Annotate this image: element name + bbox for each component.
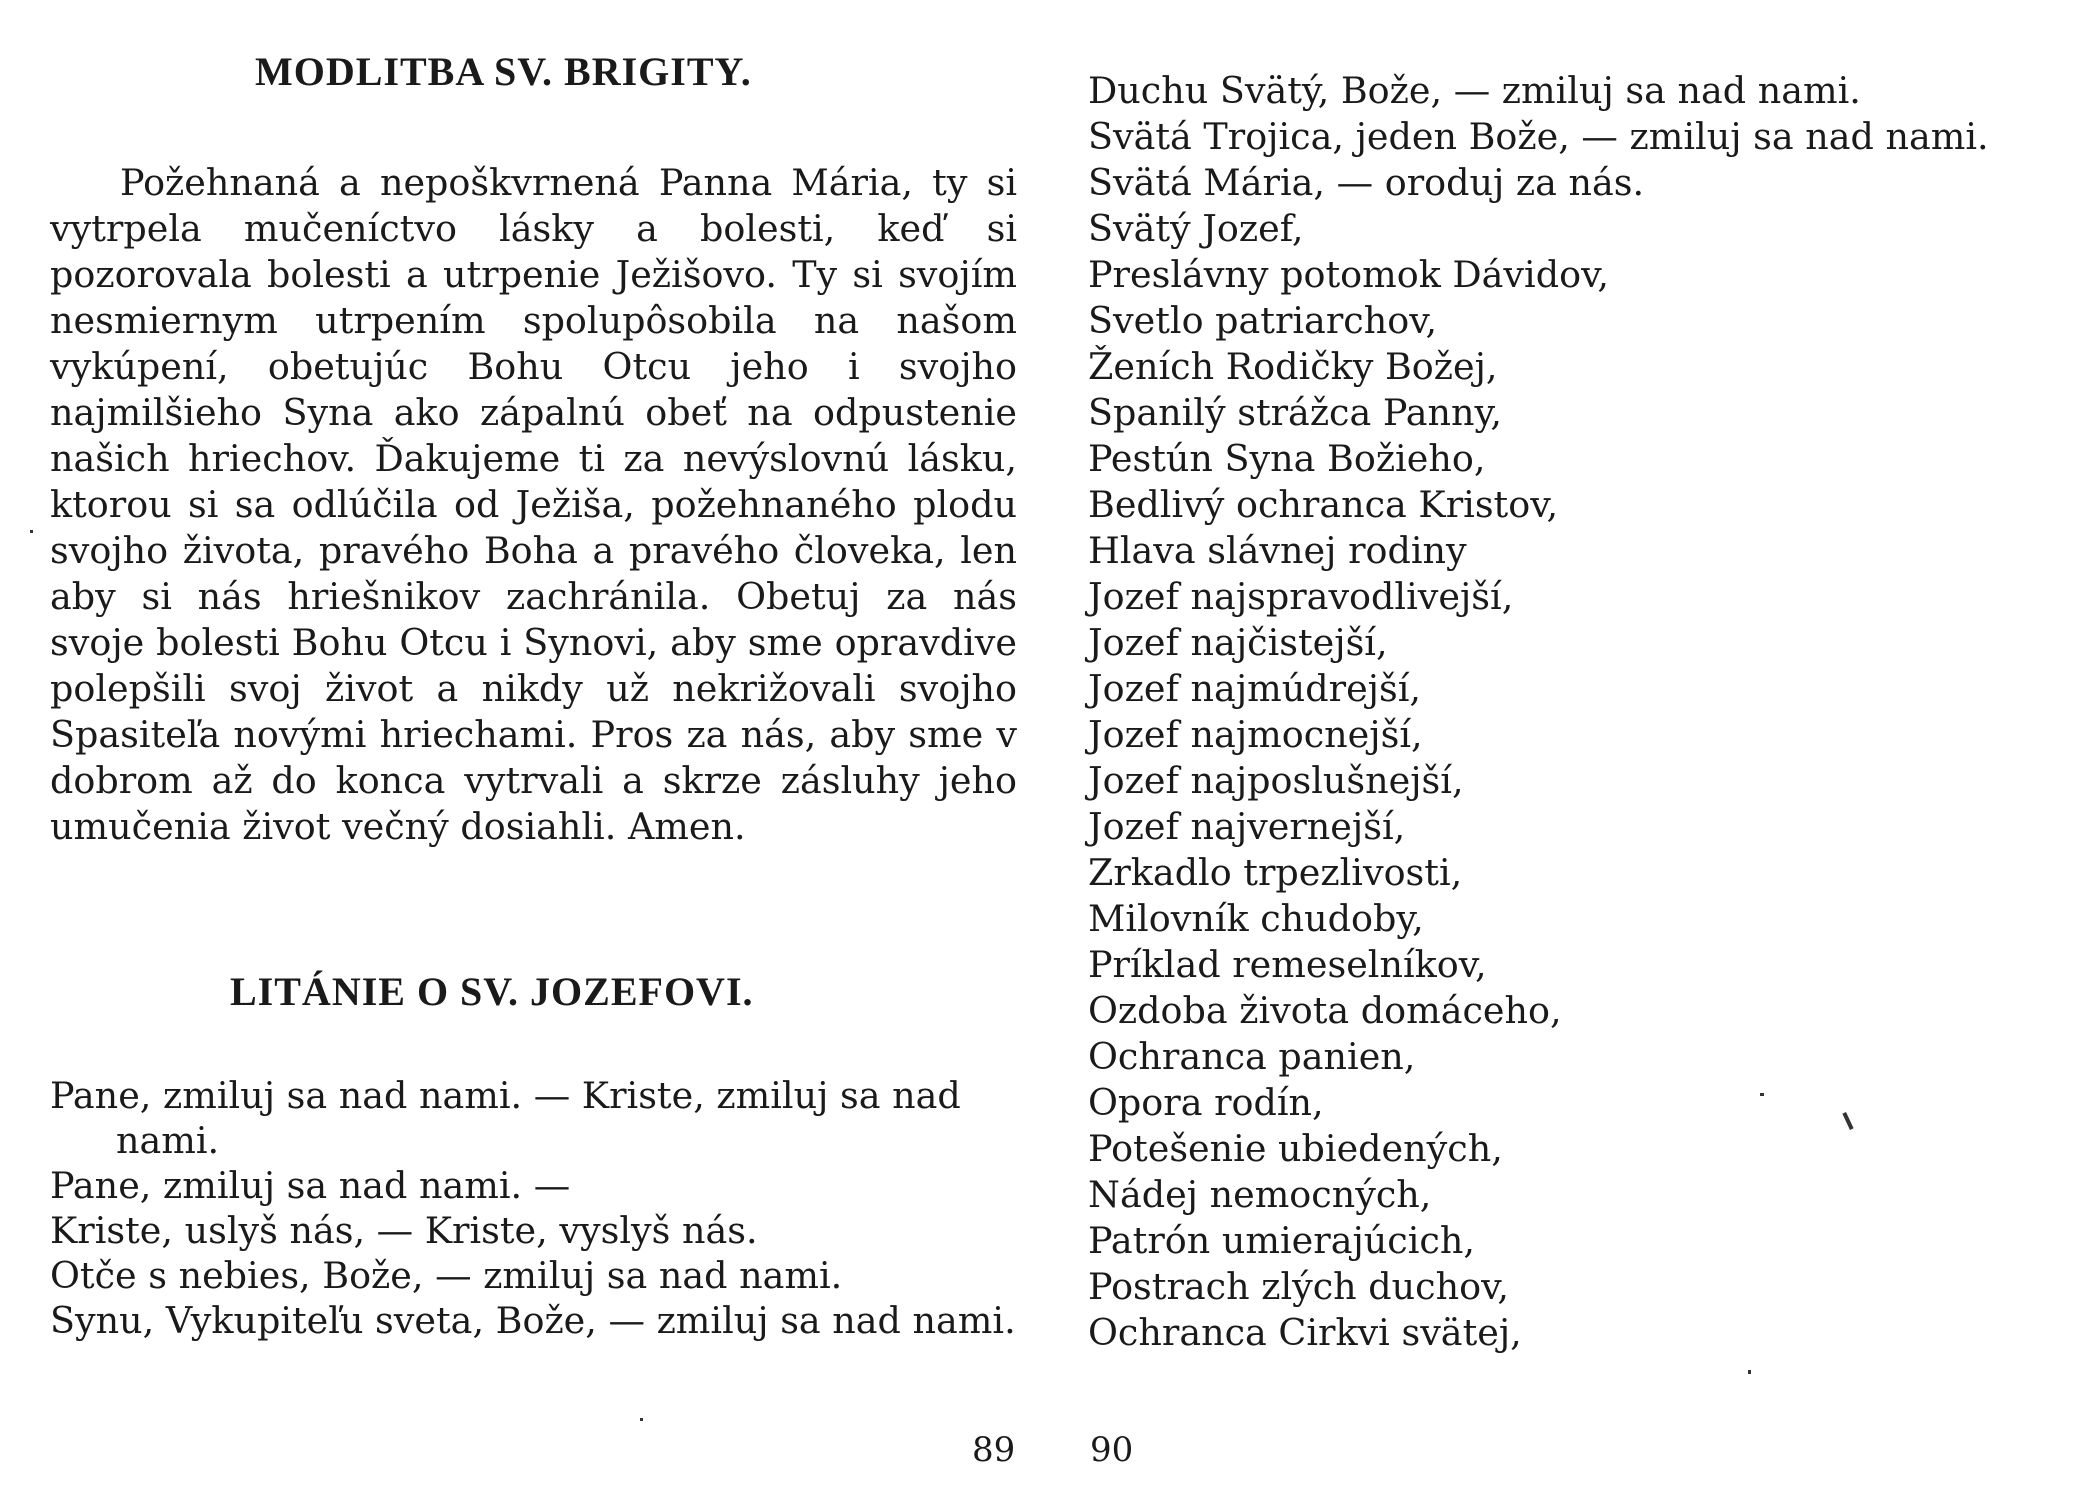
litany-entry: Preslávny potomok Dávidov, xyxy=(1088,253,1609,296)
scan-speck xyxy=(640,1418,643,1421)
litany-entry: Jozef najposlušnejší, xyxy=(1088,759,1464,802)
page-number: 90 xyxy=(1090,1430,1134,1470)
litany-entry: Kriste, uslyš nás, — Kriste, vyslyš nás. xyxy=(50,1209,758,1252)
litany-entry: Pane, zmiluj sa nad nami. — Kriste, zmiluj sa nad nami. xyxy=(50,1074,961,1162)
litany-entry: Jozef najmúdrejší, xyxy=(1088,667,1421,710)
litany-entry: Príklad remeselníkov, xyxy=(1088,943,1487,986)
litany-entry: Otče s nebies, Bože, — zmiluj sa nad nami. xyxy=(50,1254,843,1297)
litany-list-left xyxy=(50,1073,1017,1343)
litany-entry: Synu, Vykupiteľu sveta, Bože, — zmiluj sa nad nami. xyxy=(50,1299,1016,1342)
litany-entry: Duchu Svätý, Bože, — zmiluj sa nad nami. xyxy=(1088,69,1861,112)
scan-speck xyxy=(30,530,33,533)
litany-entry: Pane, zmiluj sa nad nami. — xyxy=(50,1164,571,1207)
litany-entry: Jozef najmocnejší, xyxy=(1088,713,1423,756)
litany-entry: Milovník chudoby, xyxy=(1088,897,1424,940)
litany-entry: Svetlo patriarchov, xyxy=(1088,299,1438,342)
litany-entry: Patrón umierajúcich, xyxy=(1088,1219,1475,1262)
litany-entry: Ženích Rodičky Božej, xyxy=(1088,345,1498,388)
litany-entry: Hlava slávnej rodiny xyxy=(1088,529,1467,572)
litany-entry: Spanilý strážca Panny, xyxy=(1088,391,1502,434)
litany-list-right xyxy=(1088,68,2078,1356)
litany-entry: Nádej nemocných, xyxy=(1088,1173,1432,1216)
litany-entry: Jozef najspravodlivejší, xyxy=(1088,575,1514,618)
litany-entry: Ozdoba života domáceho, xyxy=(1088,989,1562,1032)
litany-entry: Svätá Trojica, jeden Bože, — zmiluj sa nad nami. xyxy=(1088,115,1989,158)
scan-speck xyxy=(1760,1093,1764,1096)
litany-entry: Ochranca Cirkvi svätej, xyxy=(1088,1311,1522,1354)
litany-entry: Potešenie ubiedených, xyxy=(1088,1127,1503,1170)
prayer-text xyxy=(50,160,1017,850)
page-number: 89 xyxy=(972,1430,1016,1470)
litany-entry: Svätý Jozef, xyxy=(1088,207,1304,250)
litany-entry: Bedlivý ochranca Kristov, xyxy=(1088,483,1559,526)
litany-entry: Jozef najvernejší, xyxy=(1088,805,1406,848)
litany-heading: LITÁNIE O SV. JOZEFOVI. xyxy=(230,969,754,1014)
right-page xyxy=(1060,0,2084,1500)
litany-entry: Pestún Syna Božieho, xyxy=(1088,437,1486,480)
litany-entry: Ochranca panien, xyxy=(1088,1035,1416,1078)
prayer-heading: MODLITBA SV. BRIGITY. xyxy=(255,49,752,94)
litany-entry: Jozef najčistejší, xyxy=(1088,621,1388,664)
litany-entry: Zrkadlo trpezlivosti, xyxy=(1088,851,1463,894)
litany-entry: Opora rodín, xyxy=(1088,1081,1324,1124)
scan-speck xyxy=(1748,1370,1751,1374)
litany-entry: Svätá Mária, — oroduj za nás. xyxy=(1088,161,1645,204)
left-page xyxy=(0,0,1040,1500)
litany-entry: Postrach zlých duchov, xyxy=(1088,1265,1509,1308)
prayer-paragraph: Požehnaná a nepoškvrnená Panna Mária, ty si vytrpela mučeníctvo lásky a bolesti, keď si pozorovala bolesti a utrpenie Ježišovo. Ty si svojím nesmiernym utrpením spolupôsobila na našom vykúpení, obetujúc Bohu Otcu jeho i svojho najmilšieho Syna ako zápalnú obeť na odpustenie našich hriechov. Ďakujeme ti za nevýslovnú lásku, ktorou si sa odlúčila od Ježiša, požehnaného plodu svojho života, pravého Boha a pravého človeka, len aby si nás hriešnikov zachránila. Obetuj za nás svoje bolesti Bohu Otcu i Synovi, aby sme opravdive polepšili svoj život a nikdy už nekrižovali svojho Spasiteľa novými hriechami. Pros za nás, aby sme v dobrom až do konca vytrvali a skrze zásluhy jeho umučenia život večný dosiahli. Amen. xyxy=(50,161,1017,848)
